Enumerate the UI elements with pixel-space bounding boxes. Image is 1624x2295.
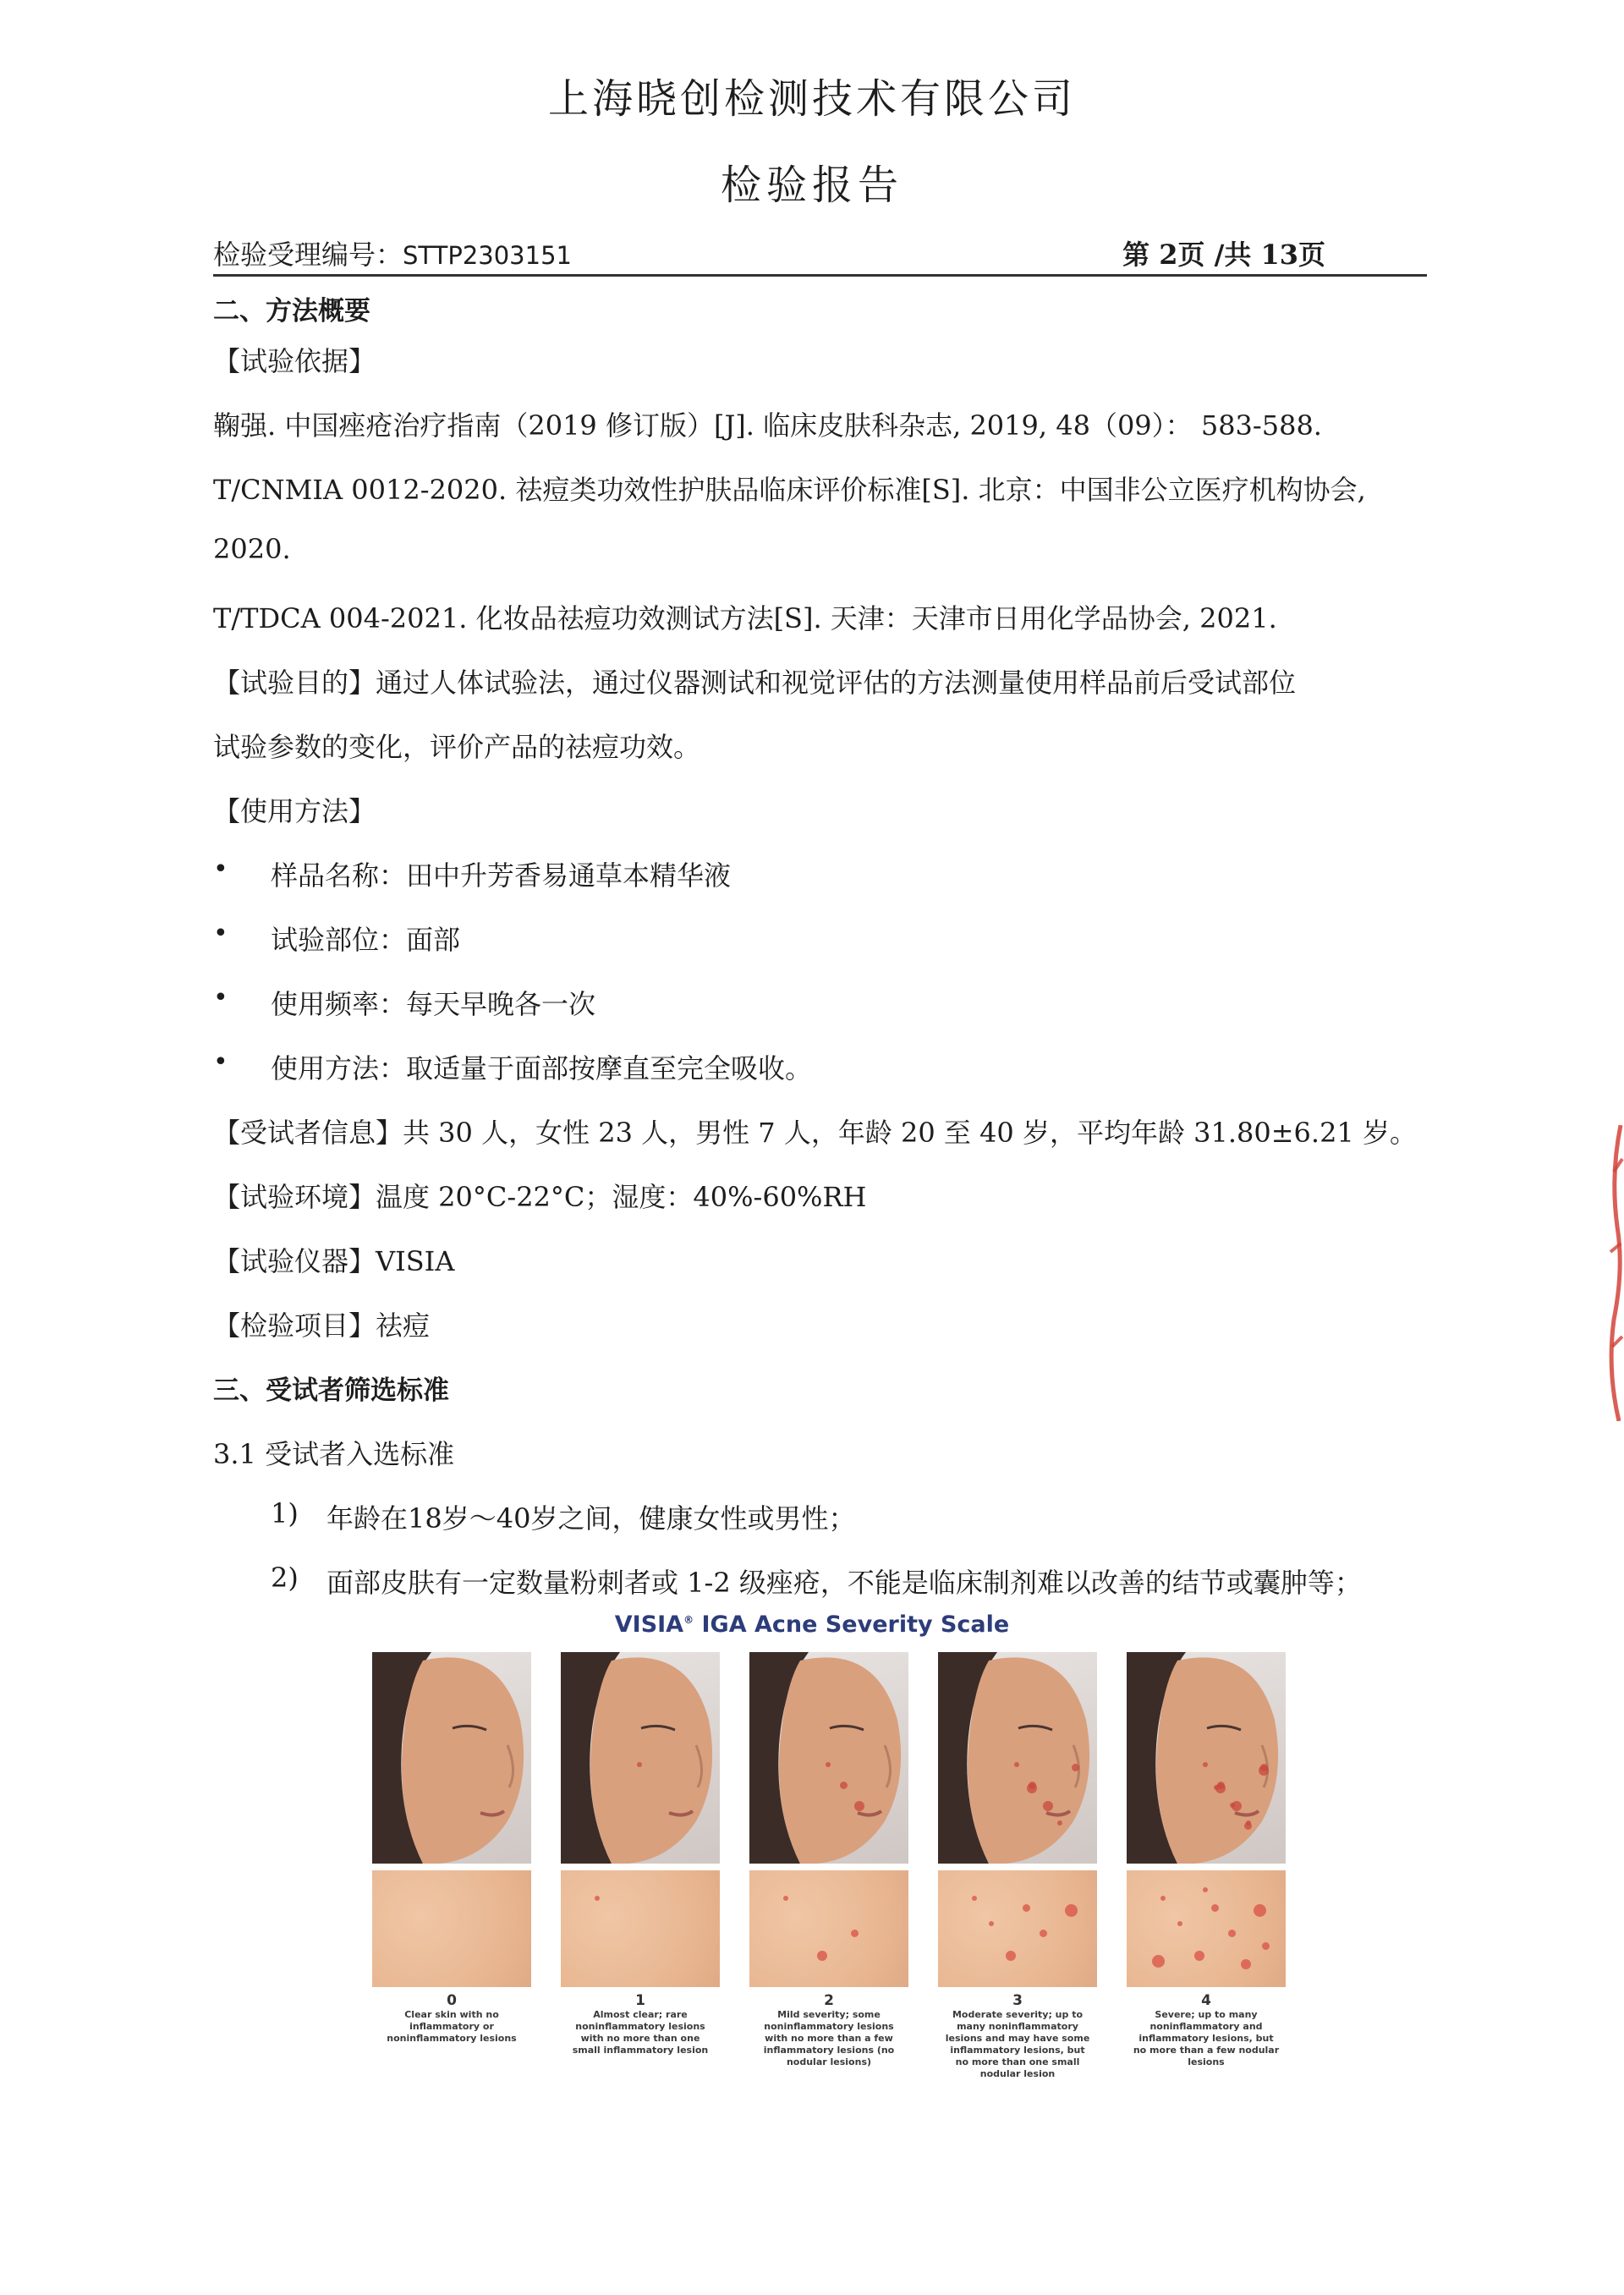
lesion-spot [1006, 1951, 1016, 1961]
lesion-spot [1194, 1951, 1204, 1961]
lesion-spot [1014, 1762, 1019, 1767]
lesion-spot [972, 1896, 977, 1901]
usage-label: 【使用方法】 [213, 795, 376, 827]
bullet-test-area: 试验部位：面部 [271, 924, 461, 956]
lesion-spot [1203, 1887, 1208, 1892]
lesion-spot [1259, 1765, 1269, 1776]
criterion-text: 年龄在18岁～40岁之间，健康女性或男性； [326, 1502, 856, 1535]
lesion-spot [1065, 1904, 1078, 1917]
report-title: 检验报告 [720, 162, 903, 209]
skin-closeup [1127, 1870, 1286, 1987]
bullet-dot: • [213, 983, 228, 1013]
criterion-number: 1) [271, 1497, 299, 1529]
severity-grade: 2 [824, 1992, 834, 2009]
lesion-spot [817, 1951, 827, 1961]
lesion-spot [1211, 1904, 1219, 1912]
severity-panel [1127, 1652, 1286, 2068]
skin-closeup [938, 1870, 1097, 1987]
official-seal-fragment [1605, 1125, 1624, 1421]
lesion-spot [783, 1896, 788, 1901]
lesion-spot [1254, 1904, 1266, 1917]
severity-grade: 0 [447, 1992, 457, 2009]
lesion-spot [854, 1801, 864, 1811]
lesion-spot [851, 1930, 859, 1937]
skin-closeup [749, 1870, 908, 1987]
severity-panel [938, 1652, 1097, 2080]
bullet-dot: • [213, 1047, 228, 1077]
lesion-spot [1152, 1955, 1165, 1968]
lesion-spot [595, 1896, 600, 1901]
page-indicator: 第 2页 /共 13页 [1122, 239, 1325, 271]
face-photo [561, 1652, 720, 1864]
bullet-frequency: 使用频率：每天早晚各一次 [271, 988, 596, 1020]
lesion-spot [826, 1762, 831, 1767]
lesion-spot [1244, 1822, 1252, 1830]
figure-title-brand: VISIA [614, 1611, 684, 1638]
skin-closeup [561, 1870, 720, 1987]
lesion-spot [1043, 1801, 1053, 1811]
lesion-spot [1177, 1921, 1182, 1926]
lesion-spot [1214, 1785, 1219, 1790]
severity-panel [749, 1652, 908, 2068]
acne-severity-figure [355, 1611, 1280, 2119]
criterion-number: 2) [271, 1562, 299, 1594]
skin-closeup [372, 1870, 531, 1987]
severity-caption: Almost clear; rare noninflammatory lesions with no more than one small inflammatory lesion [572, 2009, 709, 2056]
reference-label: 检验受理编号： [213, 239, 403, 271]
lesion-spot [1262, 1942, 1270, 1950]
purpose-line-2: 试验参数的变化，评价产品的祛痘功效。 [213, 731, 701, 763]
basis-label: 【试验依据】 [213, 345, 376, 377]
company-name: 上海晓创检测技术有限公司 [547, 75, 1076, 123]
severity-panel [561, 1652, 720, 2056]
reference-1: 鞠强. 中国痤疮治疗指南（2019 修订版）[J]. 临床皮肤科杂志, 2019, 48（09）： 583-588. [213, 409, 1322, 442]
lesion-spot [1241, 1959, 1251, 1969]
face-photo [372, 1652, 531, 1864]
lesion-spot [1057, 1820, 1062, 1826]
header-divider [213, 274, 1427, 277]
lesion-spot [840, 1782, 848, 1789]
face-photo [1127, 1652, 1286, 1864]
registered-mark: ® [683, 1614, 694, 1626]
purpose-line-1: 【试验目的】通过人体试验法，通过仪器测试和视觉评估的方法测量使用样品前后受试部位 [213, 667, 1297, 699]
severity-caption: Clear skin with no inflammatory or noninflammatory lesions [387, 2009, 517, 2044]
subject-info: 【受试者信息】共 30 人，女性 23 人，男性 7 人，年龄 20 至 40 岁，平均年龄 31.80±6.21 岁。 [213, 1117, 1417, 1149]
severity-caption: Moderate severity; up to many noninflammatory lesions and may have some inflammatory lesions, but no more than one small nodular lesion [945, 2009, 1090, 2079]
test-instrument: 【试验仪器】VISIA [213, 1245, 455, 1277]
face-photo [749, 1652, 908, 1864]
lesion-spot [1230, 1803, 1235, 1808]
test-environment: 【试验环境】温度 20°C-22°C；湿度：40%-60%RH [213, 1181, 867, 1213]
severity-caption: Severe; up to many noninflammatory and inflammatory lesions, but no more than a few nodular lesions [1133, 2009, 1280, 2067]
bullet-dot: • [213, 919, 228, 948]
lesion-spot [1040, 1930, 1047, 1937]
inclusion-heading: 3.1 受试者入选标准 [213, 1438, 455, 1470]
section-heading-method: 二、方法概要 [213, 296, 370, 327]
severity-grade: 4 [1201, 1992, 1211, 2009]
reference-2-line-2: 2020. [213, 533, 291, 565]
lesion-spot [989, 1921, 994, 1926]
severity-grade: 3 [1012, 1992, 1023, 2009]
lesion-spot [1203, 1762, 1208, 1767]
bullet-dot: • [213, 854, 228, 884]
report-meta [213, 233, 1427, 274]
figure-title-text: IGA Acne Severity Scale [701, 1611, 1010, 1638]
bullet-sample-name: 样品名称：田中升芳香易通草本精华液 [271, 859, 732, 892]
reference-2-line-1: T/CNMIA 0012-2020. 祛痘类功效性护肤品临床评价标准[S]. 北京：中国非公立医疗机构协会, [213, 474, 1366, 506]
bullet-usage: 使用方法：取适量于面部按摩直至完全吸收。 [271, 1052, 813, 1084]
criterion-text: 面部皮肤有一定数量粉刺者或 1-2 级痤疮，不能是临床制剂难以改善的结节或囊肿等； [326, 1567, 1362, 1599]
lesion-spot [1027, 1783, 1037, 1793]
severity-caption: Mild severity; some noninflammatory lesions with no more than a few inflammatory lesions (no nodular lesions) [763, 2009, 895, 2067]
face-photo [938, 1652, 1097, 1864]
lesion-spot [1072, 1764, 1079, 1771]
section-heading-screening: 三、受试者筛选标准 [213, 1375, 449, 1406]
reference-number [213, 233, 572, 272]
lesion-spot [1160, 1896, 1166, 1901]
lesion-spot [637, 1762, 642, 1767]
lesion-spot [1228, 1930, 1236, 1937]
severity-panel [372, 1652, 531, 2045]
reference-value: STTP2303151 [403, 241, 572, 270]
figure-title [355, 1611, 1269, 1638]
lesion-spot [1023, 1904, 1030, 1912]
reference-3: T/TDCA 004-2021. 化妆品祛痘功效测试方法[S]. 天津：天津市日用化学品协会, 2021. [213, 602, 1277, 634]
severity-grade: 1 [635, 1992, 645, 2009]
test-item: 【检验项目】祛痘 [213, 1309, 431, 1342]
